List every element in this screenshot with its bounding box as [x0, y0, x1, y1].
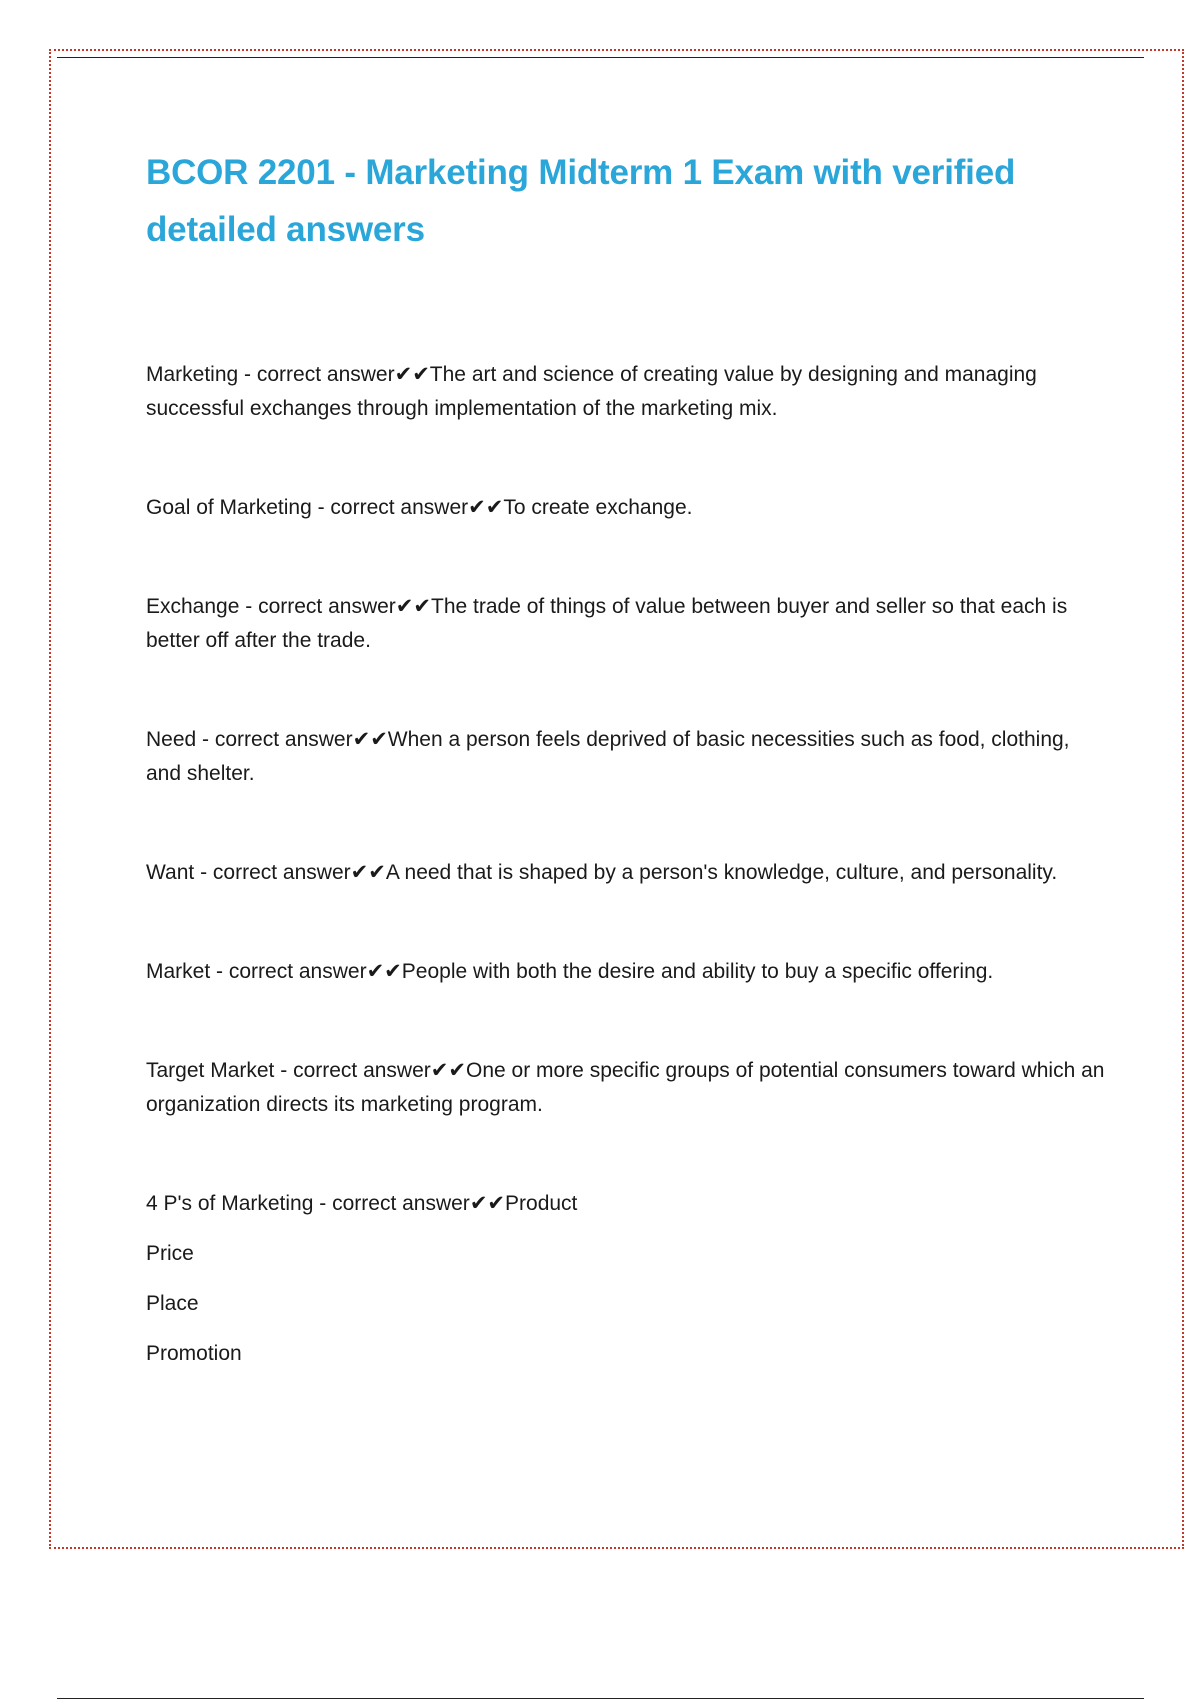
qa-answer-label: correct answer — [228, 960, 367, 983]
qa-term: Market — [146, 960, 211, 983]
qa-answer-label: correct answer — [256, 363, 395, 386]
qa-separator: - — [194, 861, 213, 884]
qa-answer-label: correct answer — [212, 861, 351, 884]
qa-separator: - — [196, 728, 215, 751]
qa-term: Marketing — [146, 363, 239, 386]
qa-term: Want — [146, 861, 195, 884]
qa-term: Need — [146, 728, 197, 751]
qa-item-4ps — [146, 1187, 1106, 1221]
qa-separator: - — [313, 1192, 333, 1215]
qa-separator: - — [210, 960, 229, 983]
qa-definition: The trade of things of value between buyer and seller so that each is better off after the trade. — [146, 595, 1068, 652]
footer-rule — [57, 1698, 1144, 1699]
qa-definition: A need that is shaped by a person's knowledge, culture, and personality. — [385, 861, 1058, 884]
qa-definition: The art and science of creating value by designing and managing successful exchanges through implementation of the marketing mix. — [146, 363, 1037, 420]
qa-term: Target Market — [146, 1059, 275, 1082]
qa-extra-line-price: Price — [146, 1242, 194, 1265]
qa-definition: People with both the desire and ability to buy a specific offering. — [401, 960, 994, 983]
qa-separator: - — [311, 496, 331, 519]
qa-answer-label: correct answer — [293, 1059, 431, 1082]
qa-answer-label: correct answer — [332, 1192, 470, 1215]
qa-extra-line-promotion: Promotion — [146, 1342, 242, 1365]
check-mark-icon: ✔✔ — [394, 363, 430, 386]
qa-definition: One or more specific groups of potential consumers toward which an organization directs its marketing program. — [146, 1059, 1105, 1116]
qa-item-marketing — [146, 358, 1106, 426]
qa-extra-line-place: Place — [146, 1292, 199, 1315]
header-rule — [57, 57, 1144, 58]
check-mark-icon: ✔✔ — [366, 960, 402, 983]
qa-term: Goal of Marketing — [146, 496, 312, 519]
qa-item-need — [146, 723, 1106, 791]
qa-item-market — [146, 955, 1106, 989]
qa-answer-label: correct answer — [330, 496, 469, 519]
check-mark-icon: ✔✔ — [352, 728, 388, 751]
check-mark-icon: ✔✔ — [468, 496, 504, 519]
qa-definition: Product — [505, 1192, 578, 1215]
qa-item-target-market — [146, 1054, 1106, 1122]
document-title: BCOR 2201 - Marketing Midterm 1 Exam with verified detailed answers — [146, 153, 1016, 249]
qa-term: 4 P's of Marketing — [146, 1192, 314, 1215]
qa-definition: To create exchange. — [503, 496, 693, 519]
qa-separator: - — [274, 1059, 294, 1082]
document-body — [146, 144, 1106, 1371]
qa-item-want — [146, 856, 1106, 890]
qa-separator: - — [239, 595, 259, 618]
qa-term: Exchange — [146, 595, 240, 618]
check-mark-icon: ✔✔ — [430, 1059, 466, 1082]
check-mark-icon: ✔✔ — [350, 861, 386, 884]
qa-answer-label: correct answer — [258, 595, 396, 618]
qa-definition: When a person feels deprived of basic necessities such as food, clothing, and shelter. — [146, 728, 1070, 785]
qa-answer-label: correct answer — [214, 728, 353, 751]
check-mark-icon: ✔✔ — [469, 1192, 506, 1215]
check-mark-icon: ✔✔ — [395, 595, 431, 618]
qa-item-goal-of-marketing — [146, 491, 1106, 525]
qa-separator: - — [238, 363, 257, 386]
qa-item-exchange — [146, 590, 1106, 658]
qa-list — [146, 358, 1106, 1371]
